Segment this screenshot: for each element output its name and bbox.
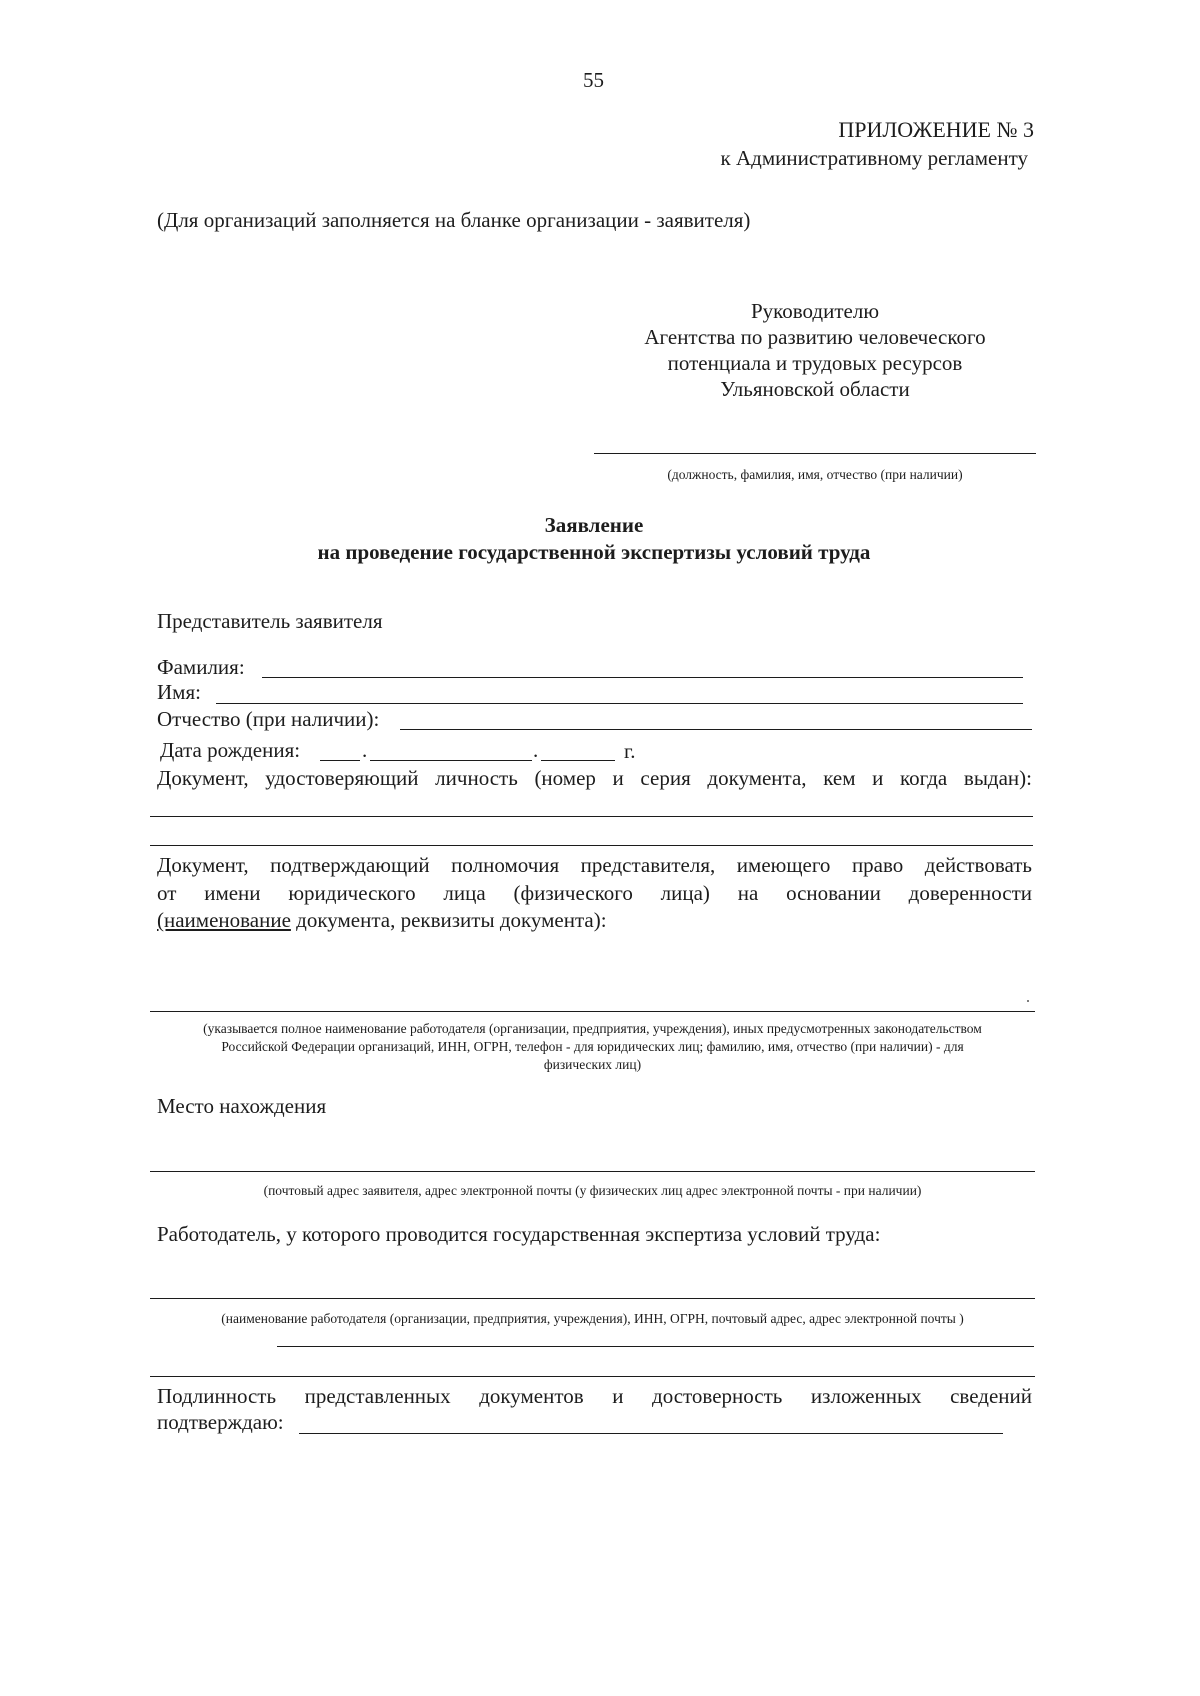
addressee-line-1: Руководителю — [750, 299, 880, 323]
confirmation-line-2: подтверждаю: — [157, 1410, 284, 1434]
id-document-field-2[interactable] — [150, 845, 1033, 846]
employer-field-2[interactable] — [277, 1346, 1034, 1347]
authority-doc-rest: документа, реквизиты документа): — [290, 908, 607, 932]
name-label: Имя: — [157, 680, 201, 704]
document-subtitle: на проведение государственной экспертизы условий труда — [317, 540, 871, 564]
appendix-subtitle: к Административному регламенту — [720, 146, 1028, 170]
authority-doc-line-3 — [157, 908, 607, 933]
id-document-field-1[interactable] — [150, 816, 1033, 817]
location-field[interactable] — [150, 1171, 1035, 1172]
scan-dot — [1027, 1000, 1029, 1002]
authority-doc-field[interactable] — [150, 1011, 1035, 1012]
employer-caption: (наименование работодателя (организации, предприятия, учреждения), ИНН, ОГРН, почтовый адрес, адрес электронной почты ) — [221, 1311, 964, 1326]
patronymic-label: Отчество (при наличии): — [157, 707, 380, 731]
addressee-signature-line — [594, 453, 1036, 454]
id-document-label: Документ, удостоверяющий личность (номер и серия документа, кем и когда выдан): — [157, 766, 1032, 790]
birth-date-dot-2: . — [533, 738, 539, 762]
birth-date-label: Дата рождения: — [160, 738, 301, 762]
document-title: Заявление — [544, 513, 644, 537]
confirmation-line-1: Подлинность представленных документов и достоверность изложенных сведений — [157, 1384, 1032, 1408]
addressee-caption: (должность, фамилия, имя, отчество (при наличии) — [667, 467, 963, 482]
authority-caption-3: физических лиц) — [543, 1057, 642, 1072]
name-field[interactable] — [216, 703, 1023, 704]
employer-field-3[interactable] — [150, 1376, 1035, 1377]
employer-field[interactable] — [150, 1298, 1035, 1299]
employer-label: Работодатель, у которого проводится государственная экспертиза условий труда: — [157, 1222, 881, 1246]
addressee-line-3: потенциала и трудовых ресурсов — [667, 351, 963, 375]
org-note: (Для организаций заполняется на бланке организации - заявителя) — [157, 208, 751, 232]
birth-year-field[interactable] — [541, 760, 615, 761]
authority-caption-2: Российской Федерации организаций, ИНН, ОГРН, телефон - для юридических лиц; фамилию, имя, отчество (при наличии) - для — [221, 1039, 964, 1054]
page-number: 55 — [583, 68, 604, 92]
patronymic-field[interactable] — [400, 729, 1032, 730]
location-caption: (почтовый адрес заявителя, адрес электронной почты (у физических лиц адрес электронной почты - при наличии) — [263, 1183, 922, 1198]
surname-field[interactable] — [262, 677, 1023, 678]
representative-section-label: Представитель заявителя — [157, 609, 383, 633]
surname-label: Фамилия: — [157, 655, 245, 679]
authority-caption-1: (указывается полное наименование работодателя (организации, предприятия, учреждения), иных предусмотренных законодательством — [203, 1021, 982, 1036]
appendix-title: ПРИЛОЖЕНИЕ № 3 — [838, 117, 1034, 142]
birth-year-suffix: г. — [624, 739, 636, 763]
addressee-line-2: Агентства по развитию человеческого — [644, 325, 986, 349]
location-label: Место нахождения — [157, 1094, 327, 1118]
authority-doc-line-2: от имени юридического лица (физического лица) на основании доверенности — [157, 881, 1032, 905]
addressee-line-4: Ульяновской области — [720, 377, 910, 401]
birth-day-field[interactable] — [320, 760, 360, 761]
authority-doc-line-1: Документ, подтверждающий полномочия представителя, имеющего право действовать — [157, 853, 1032, 877]
confirmation-signature-field[interactable] — [299, 1433, 1003, 1434]
authority-doc-underlined: (наименование — [157, 908, 291, 932]
birth-month-field[interactable] — [370, 760, 532, 761]
birth-date-dot-1: . — [362, 738, 368, 762]
